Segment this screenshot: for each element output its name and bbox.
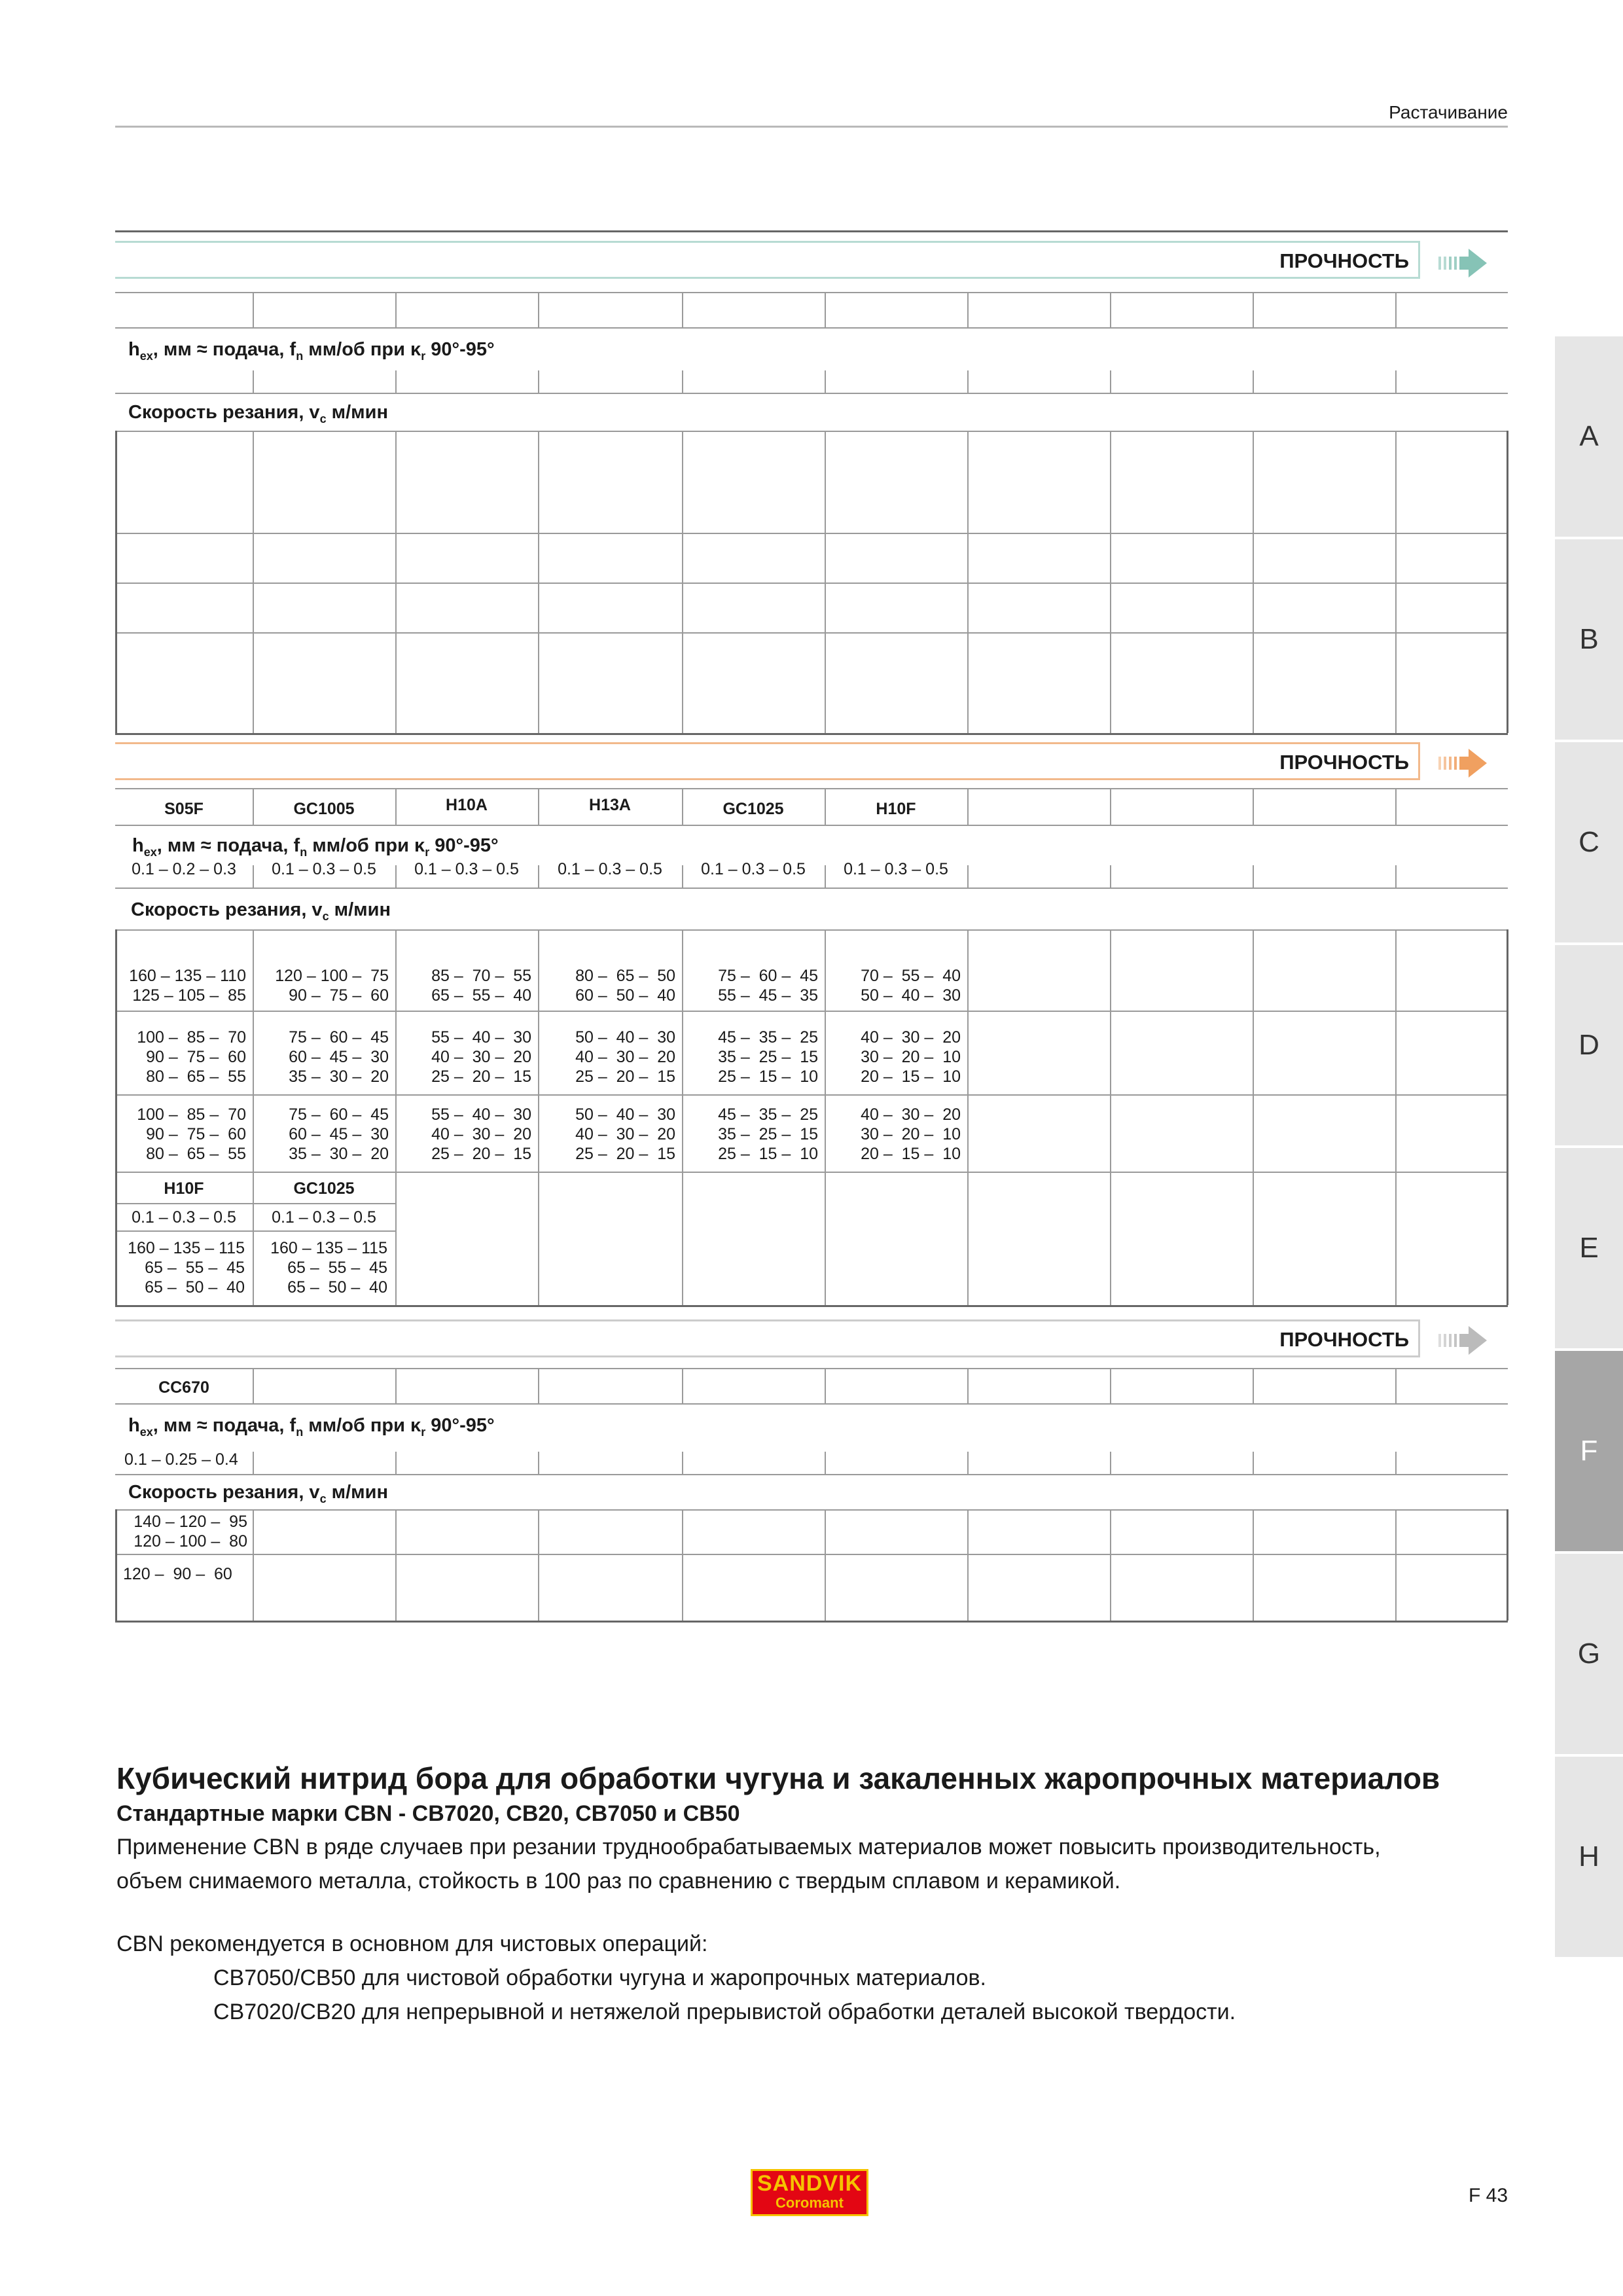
column-divider [253, 431, 254, 733]
feed-label-sub: n [300, 845, 308, 859]
feed-value: 0.1 – 0.3 – 0.5 [132, 1208, 236, 1227]
feed-label-sub: ex [143, 845, 157, 859]
column-divider [538, 292, 539, 327]
column-divider [115, 431, 117, 733]
speed-label [128, 402, 388, 426]
column-divider [1395, 1509, 1397, 1621]
column-divider [1110, 788, 1111, 825]
column-divider [967, 1368, 969, 1403]
grid-line [115, 533, 1508, 534]
column-divider [253, 370, 254, 393]
column-divider [1253, 1452, 1254, 1474]
column-divider [538, 788, 539, 825]
feed-value: 0.1 – 0.3 – 0.5 [558, 860, 662, 878]
column-divider [682, 929, 683, 1305]
speed-values: 50 – 40 – 30 40 – 30 – 20 25 – 20 – 15 [575, 1028, 675, 1086]
feed-value-cc670: 0.1 – 0.25 – 0.4 [124, 1450, 238, 1469]
column-divider [682, 1368, 683, 1403]
section-heading: Кубический нитрид бора для обработки чугуна и закаленных жаропрочных материалов [116, 1761, 1440, 1795]
feed-label [128, 1415, 495, 1439]
grid-line [115, 1203, 397, 1204]
feed-label-sub: n [296, 349, 304, 363]
column-divider [115, 1509, 117, 1621]
column-divider [1110, 1509, 1111, 1621]
column-divider [1253, 1509, 1254, 1621]
column-divider [1110, 1368, 1111, 1403]
column-divider [682, 431, 683, 733]
column-divider [538, 1368, 539, 1403]
feed-value: 0.1 – 0.3 – 0.5 [272, 1208, 376, 1227]
grid-line [115, 825, 1508, 826]
column-divider [395, 1452, 397, 1474]
speed-values: 160 – 135 – 115 65 – 55 – 45 65 – 50 – 40 [270, 1239, 387, 1297]
column-divider [682, 370, 683, 393]
column-divider [682, 1452, 683, 1474]
grid-line [115, 888, 1508, 889]
grade-gc1025: GC1025 [293, 1179, 355, 1198]
column-divider [1110, 1452, 1111, 1474]
kappa-symbol: κ [414, 835, 425, 856]
column-divider [1395, 1368, 1397, 1403]
speed-values: 75 – 60 – 45 60 – 45 – 30 35 – 30 – 20 [289, 1028, 389, 1086]
column-divider [253, 1452, 254, 1474]
column-divider [1253, 1368, 1254, 1403]
strength-label: ПРОЧНОСТЬ [1279, 1328, 1409, 1351]
speed-values: 100 – 85 – 70 90 – 75 – 60 80 – 65 – 55 [137, 1028, 246, 1086]
column-divider [1395, 865, 1397, 888]
column-divider [1507, 929, 1508, 1305]
column-divider [538, 370, 539, 393]
grid-line [115, 1011, 1508, 1012]
column-divider [1253, 788, 1254, 825]
grid-line [115, 1474, 1508, 1475]
column-divider [825, 929, 826, 1305]
column-divider [538, 865, 539, 888]
arrow-right-icon [1437, 245, 1489, 281]
column-divider [395, 929, 397, 1305]
speed-values: 160 – 135 – 110 125 – 105 – 85 [129, 967, 246, 1005]
logo-line2: Coromant [776, 2195, 844, 2211]
feed-label-sub: ex [139, 1425, 153, 1439]
feed-label-sub: r [421, 1425, 426, 1439]
grid-line [115, 327, 1508, 329]
grid-line [115, 292, 1508, 293]
column-divider [395, 788, 397, 825]
feed-label-sub: r [421, 349, 426, 363]
strength-band-2 [115, 742, 1420, 780]
column-divider [1253, 292, 1254, 327]
feed-label-text: 90°-95° [425, 339, 495, 360]
column-divider [1507, 1509, 1508, 1621]
feed-label-sub: r [425, 845, 430, 859]
column-divider [825, 370, 826, 393]
feed-label-text: h [128, 1415, 140, 1436]
column-divider [825, 1452, 826, 1474]
speed-label-text: Скорость резания, v [131, 899, 323, 920]
column-divider [115, 929, 117, 1305]
feed-label-text: мм/об при [307, 835, 415, 856]
table1-top-rule [115, 230, 1508, 232]
speed-values-cc670-1: 140 – 120 – 95 120 – 100 – 80 [134, 1513, 247, 1551]
column-divider [1395, 1452, 1397, 1474]
column-divider [1395, 292, 1397, 327]
column-divider [1110, 370, 1111, 393]
column-divider [1395, 788, 1397, 825]
feed-label-text: , мм ≈ подача, f [152, 339, 296, 360]
paragraph-line: CB7020/CB20 для непрерывной и нетяжелой прерывистой обработки деталей высокой твердости. [213, 2000, 1236, 2024]
feed-label-sub: n [296, 1425, 304, 1439]
column-divider [967, 370, 969, 393]
speed-label-text: м/мин [326, 1482, 388, 1503]
feed-value: 0.1 – 0.3 – 0.5 [272, 860, 376, 878]
grid-line [115, 1509, 1508, 1511]
speed-values: 80 – 65 – 50 60 – 50 – 40 [575, 967, 675, 1005]
column-divider [1110, 431, 1111, 733]
feed-value: 0.1 – 0.3 – 0.5 [844, 860, 948, 878]
tab-d[interactable]: D [1555, 945, 1623, 1145]
strength-band-1 [115, 241, 1420, 279]
tab-g[interactable]: G [1555, 1554, 1623, 1754]
grid-line [115, 1368, 1508, 1369]
column-divider [395, 865, 397, 888]
column-divider [253, 865, 254, 888]
column-divider [825, 292, 826, 327]
speed-values: 40 – 30 – 20 30 – 20 – 10 20 – 15 – 10 [861, 1028, 961, 1086]
speed-values: 40 – 30 – 20 30 – 20 – 10 20 – 15 – 10 [861, 1105, 961, 1163]
column-divider [1507, 431, 1508, 733]
column-divider [395, 1368, 397, 1403]
speed-label-text: Скорость резания, v [128, 1482, 320, 1503]
column-divider [253, 292, 254, 327]
tab-h[interactable]: H [1555, 1757, 1623, 1957]
column-divider [395, 1509, 397, 1621]
header-rule [115, 126, 1508, 128]
column-divider [1110, 292, 1111, 327]
column-divider [395, 370, 397, 393]
column-divider [253, 1509, 254, 1621]
feed-value: 0.1 – 0.2 – 0.3 [132, 860, 236, 878]
grid-line [115, 1172, 1508, 1173]
grid-line [115, 1621, 1508, 1623]
feed-label-text: 90°-95° [425, 1415, 495, 1436]
column-divider [1253, 929, 1254, 1305]
column-divider [395, 292, 397, 327]
tab-a[interactable]: A [1555, 336, 1623, 537]
grid-line [115, 1554, 1508, 1555]
speed-label-sub: c [322, 909, 329, 923]
speed-values: 50 – 40 – 30 40 – 30 – 20 25 – 20 – 15 [575, 1105, 675, 1163]
arrow-right-icon [1437, 745, 1489, 781]
speed-values: 100 – 85 – 70 90 – 75 – 60 80 – 65 – 55 [137, 1105, 246, 1163]
speed-label-text: Скорость резания, v [128, 402, 320, 423]
column-divider [682, 1509, 683, 1621]
column-divider [967, 788, 969, 825]
speed-label [131, 899, 391, 924]
column-divider [1253, 865, 1254, 888]
grid-line [115, 1230, 397, 1232]
feed-label-text: мм/об при [303, 1415, 411, 1436]
column-divider [1110, 929, 1111, 1305]
page-number: F 43 [1468, 2185, 1508, 2206]
column-divider [825, 1368, 826, 1403]
column-divider [538, 929, 539, 1305]
feed-label-text: , мм ≈ подача, f [152, 1415, 296, 1436]
strength-label: ПРОЧНОСТЬ [1279, 249, 1409, 272]
strength-band-3 [115, 1319, 1420, 1357]
column-divider [253, 788, 254, 825]
speed-label [128, 1482, 388, 1506]
grid-line [115, 393, 1508, 394]
feed-label-text: 90°-95° [429, 835, 499, 856]
feed-label-text: мм/об при [303, 339, 411, 360]
kappa-symbol: κ [410, 1415, 421, 1436]
grade-gc1025: GC1025 [722, 800, 784, 818]
arrow-right-icon [1437, 1322, 1489, 1359]
feed-label-text: h [128, 339, 140, 360]
column-divider [1395, 929, 1397, 1305]
column-divider [967, 431, 969, 733]
grade-cc670: CC670 [158, 1378, 209, 1397]
speed-values: 75 – 60 – 45 60 – 45 – 30 35 – 30 – 20 [289, 1105, 389, 1163]
column-divider [682, 292, 683, 327]
sandvik-logo [751, 2169, 868, 2216]
tab-b[interactable]: B [1555, 539, 1623, 740]
tab-e[interactable]: E [1555, 1148, 1623, 1348]
grid-line [115, 1305, 1508, 1307]
grid-line [115, 1403, 1508, 1405]
grade-h10a: H10A [446, 796, 488, 814]
grid-line [115, 733, 1508, 735]
grid-line [115, 788, 1508, 789]
column-divider [395, 431, 397, 733]
feed-label-sub: ex [139, 349, 153, 363]
column-divider [682, 865, 683, 888]
speed-values: 55 – 40 – 30 40 – 30 – 20 25 – 20 – 15 [431, 1105, 531, 1163]
speed-values: 70 – 55 – 40 50 – 40 – 30 [861, 967, 961, 1005]
speed-label-sub: c [319, 1492, 327, 1505]
logo-line1: SANDVIK [757, 2171, 863, 2196]
feed-label-text: , мм ≈ подача, f [156, 835, 300, 856]
column-divider [253, 1368, 254, 1403]
grid-line [115, 431, 1508, 432]
feed-label [128, 339, 495, 363]
feed-label [132, 835, 499, 859]
grid-line [115, 1094, 1508, 1096]
speed-values: 55 – 40 – 30 40 – 30 – 20 25 – 20 – 15 [431, 1028, 531, 1086]
speed-values-cc670-2: 120 – 90 – 60 [123, 1565, 232, 1583]
column-divider [967, 1509, 969, 1621]
grade-s05f: S05F [164, 800, 204, 818]
section-subheading: Стандартные марки CBN - CB7020, CB20, CB7050 и CB50 [116, 1801, 740, 1826]
column-divider [825, 788, 826, 825]
speed-values: 160 – 135 – 115 65 – 55 – 45 65 – 50 – 40 [128, 1239, 245, 1297]
kappa-symbol: κ [410, 339, 421, 360]
paragraph-line: CB7050/CB50 для чистовой обработки чугуна и жаропрочных материалов. [213, 1965, 987, 1990]
column-divider [967, 1452, 969, 1474]
feed-label-text: h [132, 835, 144, 856]
column-divider [825, 431, 826, 733]
paragraph-line: CBN рекомендуется в основном для чистовых операций: [116, 1931, 708, 1956]
feed-value: 0.1 – 0.3 – 0.5 [701, 860, 806, 878]
column-divider [825, 1509, 826, 1621]
grid-line [115, 632, 1508, 634]
column-divider [1110, 865, 1111, 888]
grid-line [115, 583, 1508, 584]
grid-line [115, 929, 1508, 931]
speed-label-text: м/мин [329, 899, 391, 920]
column-divider [1395, 431, 1397, 733]
grade-gc1005: GC1005 [293, 800, 355, 818]
column-divider [967, 929, 969, 1305]
grade-h10f: H10F [876, 800, 916, 818]
speed-label-sub: c [319, 412, 327, 425]
column-divider [1253, 431, 1254, 733]
column-divider [825, 865, 826, 888]
column-divider [538, 1452, 539, 1474]
speed-values: 120 – 100 – 75 90 – 75 – 60 [275, 967, 389, 1005]
paragraph-line: объем снимаемого металла, стойкость в 100 раз по сравнению с твердым сплавом и керамикой. [116, 1869, 1121, 1893]
column-divider [538, 1509, 539, 1621]
column-divider [538, 431, 539, 733]
column-divider [1253, 370, 1254, 393]
speed-values: 45 – 35 – 25 35 – 25 – 15 25 – 15 – 10 [718, 1105, 818, 1163]
strength-label: ПРОЧНОСТЬ [1279, 751, 1409, 774]
tab-c[interactable]: C [1555, 742, 1623, 942]
column-divider [253, 929, 254, 1305]
column-divider [682, 788, 683, 825]
paragraph-line: Применение CBN в ряде случаев при резании труднообрабатываемых материалов может повысить производительность, [116, 1835, 1381, 1859]
speed-values: 45 – 35 – 25 35 – 25 – 15 25 – 15 – 10 [718, 1028, 818, 1086]
column-divider [967, 865, 969, 888]
speed-label-text: м/мин [326, 402, 388, 423]
speed-values: 85 – 70 – 55 65 – 55 – 40 [431, 967, 531, 1005]
column-divider [967, 292, 969, 327]
grade-h10f: H10F [164, 1179, 204, 1198]
speed-values: 75 – 60 – 45 55 – 45 – 35 [718, 967, 818, 1005]
tab-f[interactable]: F [1555, 1351, 1623, 1551]
grade-h13a: H13A [589, 796, 631, 814]
column-divider [1395, 370, 1397, 393]
section-title: Растачивание [1389, 102, 1508, 122]
feed-value: 0.1 – 0.3 – 0.5 [414, 860, 519, 878]
